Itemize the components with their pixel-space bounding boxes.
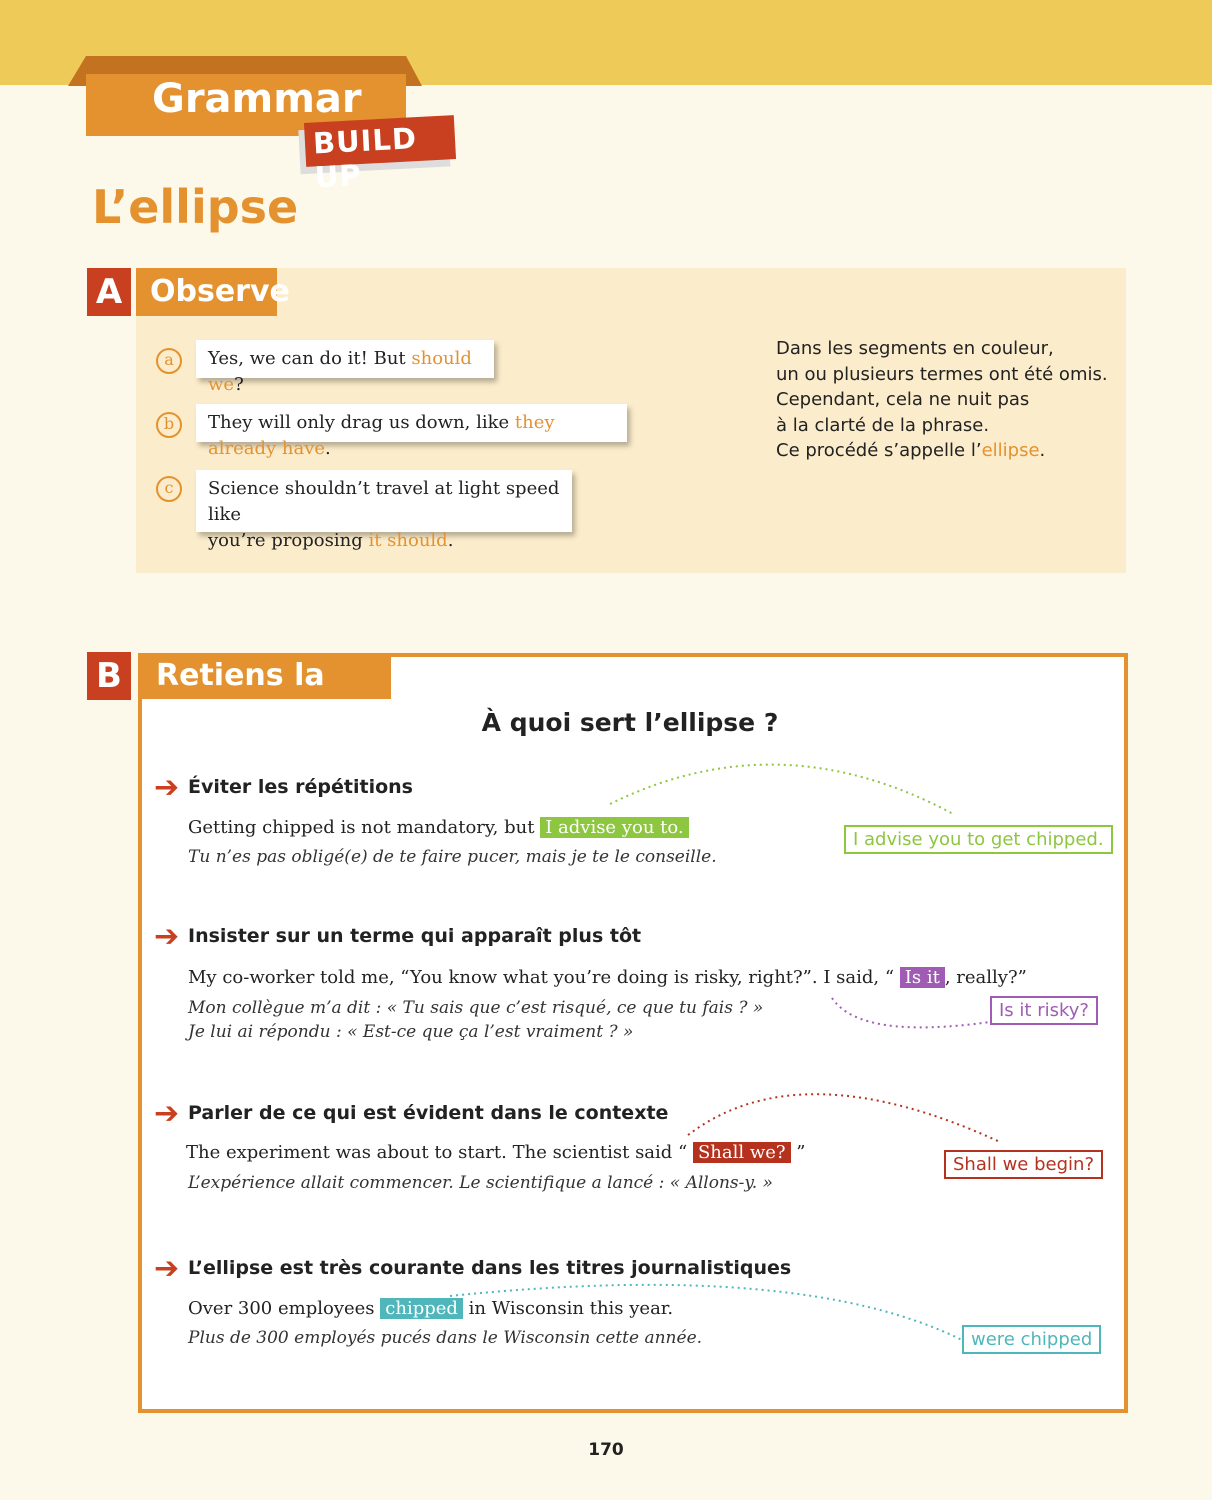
- note-line: à la clarté de la phrase.: [776, 414, 990, 436]
- rule-4-heading: L’ellipse est très courante dans les titres journalistiques: [188, 1257, 792, 1279]
- example-a-highlight: should we: [208, 348, 472, 395]
- rule-3-answer: Shall we begin?: [944, 1150, 1103, 1179]
- page-number: 170: [588, 1440, 624, 1460]
- section-a-letter: A: [87, 268, 131, 316]
- arrow-icon: ➔: [154, 1251, 180, 1286]
- rule-4-example: [188, 1296, 673, 1322]
- arrow-icon: ➔: [154, 770, 180, 805]
- arrow-icon: ➔: [154, 919, 180, 954]
- section-b-label: Retiens la règle: [138, 653, 391, 699]
- rule-2-translation-1: Mon collègue m’a dit : « Tu sais que c’est risqué, ce que tu fais ? »: [188, 998, 764, 1018]
- note-line: Cependant, cela ne nuit pas: [776, 389, 1030, 410]
- item-marker-b: b: [156, 412, 182, 438]
- example-a-text: Yes, we can do it! But: [208, 348, 412, 369]
- section-a-label: Observe: [136, 268, 277, 316]
- rule-1-example-text: Getting chipped is not mandatory, but: [188, 817, 541, 838]
- note-line: un ou plusieurs termes ont été omis.: [776, 363, 1108, 385]
- example-b-text: They will only drag us down, like: [208, 412, 515, 433]
- rule-2-translation-2: Je lui ai répondu : « Est-ce que ça l’est vraiment ? »: [188, 1022, 634, 1042]
- example-b-end: .: [325, 438, 331, 459]
- grammar-banner-text: Grammar: [152, 76, 362, 122]
- rule-2-answer: Is it risky?: [990, 996, 1098, 1025]
- note-last-end: .: [1039, 440, 1046, 461]
- rule-question: À quoi sert l’ellipse ?: [481, 708, 779, 737]
- item-marker-a: a: [156, 348, 182, 374]
- rule-4-translation: Plus de 300 employés pucés dans le Wisconsin cette année.: [188, 1328, 703, 1348]
- connector-3: [688, 1094, 1000, 1142]
- rule-3-example: [186, 1140, 806, 1166]
- build-up-text: BUILD UP: [312, 121, 418, 195]
- note-highlight: ellipse: [981, 440, 1040, 461]
- rule-1-example: [188, 815, 689, 841]
- rule-2-example: [188, 965, 1027, 991]
- note-line: Dans les segments en couleur,: [776, 338, 1054, 359]
- rule-3-translation: L’expérience allait commencer. Le scientifique a lancé : « Allons-y. »: [188, 1173, 773, 1193]
- rule-2-tag: Is it: [900, 967, 945, 988]
- arrow-icon: ➔: [154, 1096, 180, 1131]
- example-c-line1: Science shouldn’t travel at light speed like: [208, 478, 560, 525]
- example-a-end: ?: [234, 374, 244, 395]
- rule-1-answer: I advise you to get chipped.: [844, 825, 1113, 854]
- rule-4-answer: were chipped: [962, 1325, 1101, 1354]
- example-c-highlight: it should: [368, 530, 448, 551]
- rule-4-example-text: Over 300 employees: [188, 1298, 381, 1319]
- example-c-text: you’re proposing: [208, 530, 369, 551]
- rule-4-tag: chipped: [380, 1298, 463, 1319]
- rule-1-tag: I advise you to.: [540, 817, 688, 838]
- note-last-text: Ce procédé s’appelle l’: [776, 440, 982, 461]
- rule-1-translation: Tu n’es pas obligé(e) de te faire pucer, mais je te le conseille.: [188, 847, 717, 867]
- item-marker-c: c: [156, 476, 182, 502]
- rule-3-example-end: ”: [790, 1142, 806, 1163]
- rule-1-heading: Éviter les répétitions: [188, 776, 413, 798]
- rule-2-example-text: My co-worker told me, “You know what you’re doing is risky, right?”. I said, “: [188, 967, 900, 988]
- rule-2-heading: Insister sur un terme qui apparaît plus tôt: [188, 925, 642, 947]
- rule-2-example-end: , really?”: [944, 967, 1027, 988]
- example-b-highlight: they already have: [208, 412, 555, 459]
- rule-3-heading: Parler de ce qui est évident dans le contexte: [188, 1102, 669, 1124]
- connector-1: [610, 765, 955, 815]
- page-title: L’ellipse: [92, 180, 299, 234]
- rule-4-example-end: in Wisconsin this year.: [462, 1298, 674, 1319]
- rule-3-tag: Shall we?: [693, 1142, 791, 1163]
- example-c-end: .: [447, 530, 454, 551]
- connector-2: [832, 998, 990, 1027]
- rule-3-example-text: The experiment was about to start. The scientist said “: [186, 1142, 693, 1163]
- section-b-letter: B: [87, 652, 131, 700]
